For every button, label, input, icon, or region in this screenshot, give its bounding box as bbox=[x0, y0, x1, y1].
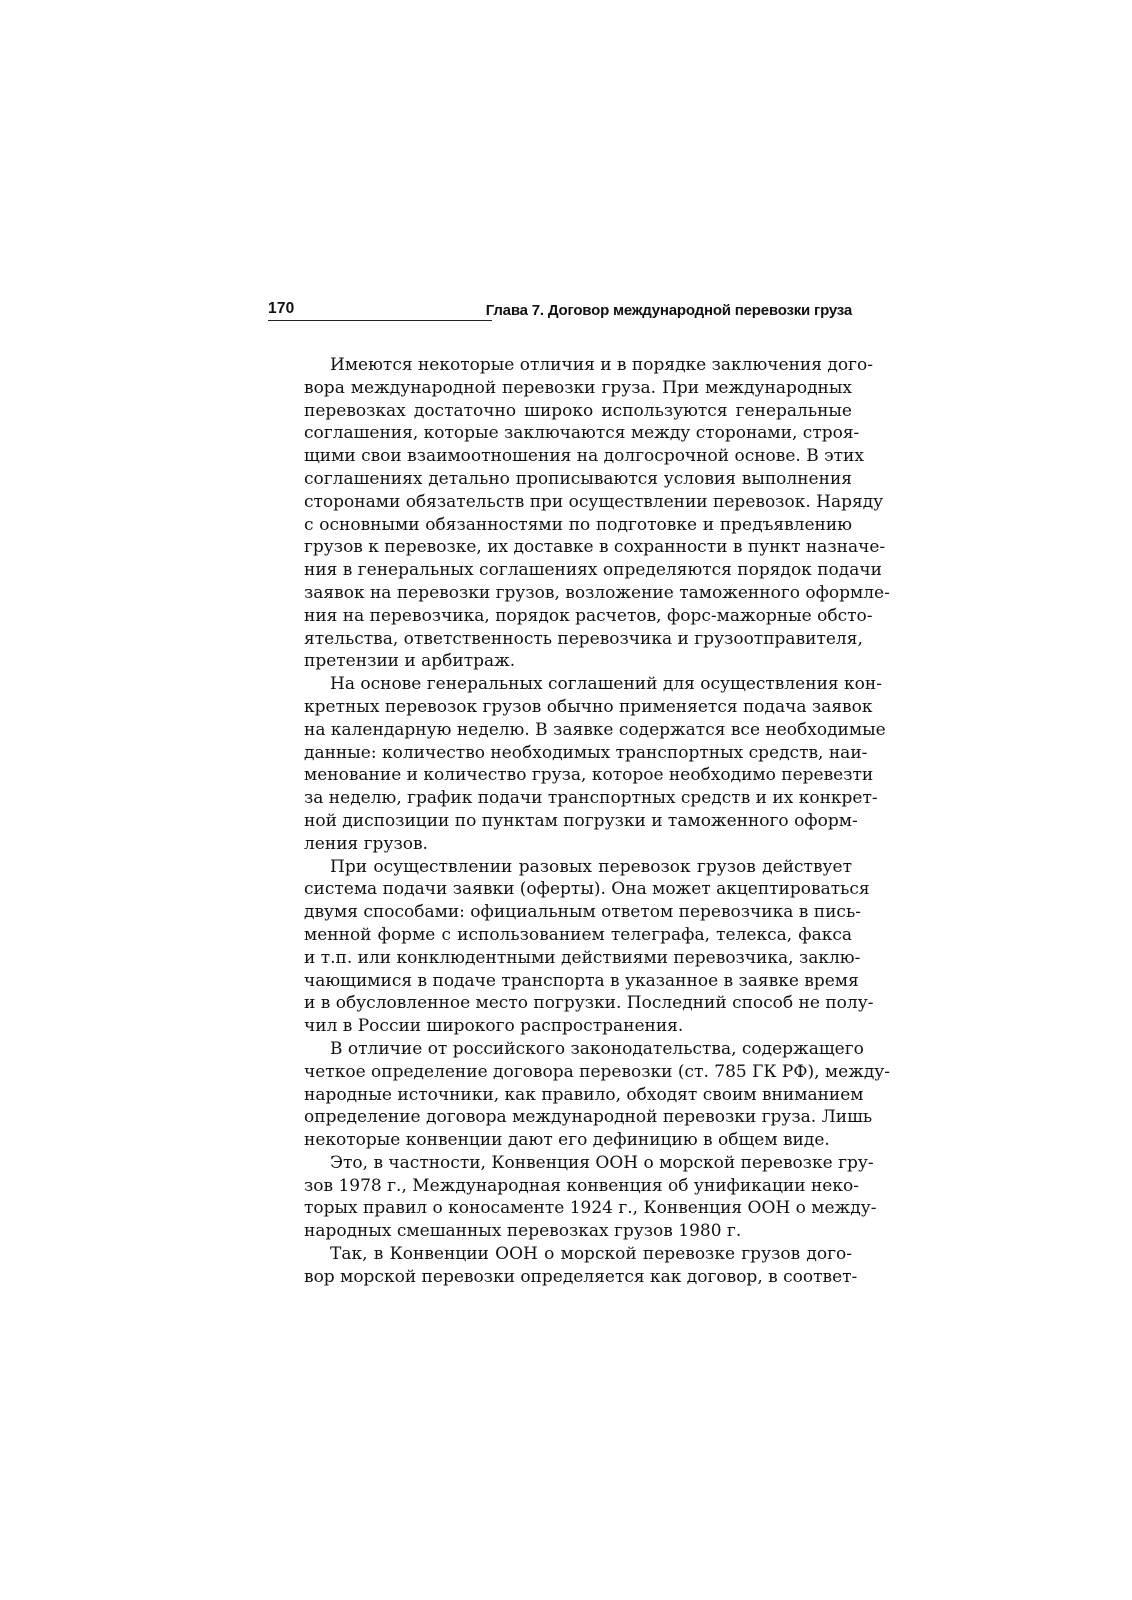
text-line: Имеются некоторые отличия и в порядке заключения дого- bbox=[330, 355, 873, 375]
text-line: данные: количество необходимых транспортных средств, наи- bbox=[304, 742, 868, 763]
text-line: При осуществлении разовых перевозок грузов действует bbox=[330, 856, 852, 877]
paragraph-1 bbox=[304, 354, 890, 673]
paragraph-2 bbox=[304, 673, 886, 855]
paragraph-5 bbox=[304, 1152, 877, 1243]
text-line: некоторые конвенции дают его дефиницию в общем виде. bbox=[304, 1130, 830, 1151]
text-line: ния в генеральных соглашениях определяются порядок подачи bbox=[304, 560, 882, 581]
text-line: народных смешанных перевозках грузов 1980 г. bbox=[304, 1221, 742, 1242]
text-line: менной форме с использованием телеграфа, телекса, факса bbox=[304, 924, 852, 945]
text-line: ления грузов. bbox=[304, 833, 428, 854]
text-line: ятельства, ответственность перевозчика и грузоотправителя, bbox=[304, 628, 863, 649]
page-number: 170 bbox=[268, 300, 295, 317]
body-text bbox=[304, 354, 891, 1289]
text-line: грузов к перевозке, их доставке в сохранности в пункт назначе- bbox=[304, 537, 886, 558]
text-line: соглашениях детально прописываются условия выполнения bbox=[304, 468, 852, 489]
text-line: вор морской перевозки определяется как договор, в соответ- bbox=[304, 1266, 858, 1287]
text-line: за неделю, график подачи транспортных средств и их конкрет- bbox=[304, 788, 878, 809]
text-line: кретных перевозок грузов обычно применяется подача заявок bbox=[304, 696, 873, 717]
text-line: торых правил о коносаменте 1924 г., Конвенция ООН о между- bbox=[304, 1198, 877, 1219]
header-rule bbox=[268, 320, 492, 321]
paragraph-6 bbox=[304, 1243, 858, 1289]
text-line: определение договора международной перевозки груза. Лишь bbox=[304, 1107, 873, 1128]
text-line: Это, в частности, Конвенция ООН о морской перевозке гру- bbox=[330, 1152, 874, 1173]
running-header bbox=[268, 300, 852, 326]
text-line: Так, в Конвенции ООН о морской перевозке грузов дого- bbox=[330, 1244, 852, 1265]
text-line: двумя способами: официальным ответом перевозчика в пись- bbox=[304, 902, 861, 923]
paragraph-3 bbox=[304, 856, 874, 1038]
text-line: претензии и арбитраж. bbox=[304, 651, 516, 672]
text-line: соглашения, которые заключаются между сторонами, строя- bbox=[304, 423, 860, 444]
text-line: На основе генеральных соглашений для осуществления кон- bbox=[330, 674, 882, 695]
text-line: и в обусловленное место погрузки. Последний способ не полу- bbox=[304, 993, 874, 1014]
text-line: сторонами обязательств при осуществлении перевозок. Наряду bbox=[304, 491, 884, 512]
text-line: вора международной перевозки груза. При международных bbox=[304, 377, 852, 398]
text-line: система подачи заявки (оферты). Она может акцептироваться bbox=[304, 879, 870, 900]
text-line: заявок на перевозки грузов, возложение таможенного оформле- bbox=[304, 582, 890, 603]
chapter-title: Глава 7. Договор международной перевозки груза bbox=[485, 302, 852, 319]
text-line: менование и количество груза, которое необходимо перевезти bbox=[304, 765, 874, 786]
text-line: с основными обязанностями по подготовке и предъявлению bbox=[304, 514, 852, 535]
text-line: зов 1978 г., Международная конвенция об унификации неко- bbox=[304, 1175, 859, 1196]
text-line: четкое определение договора перевозки (ст. 785 ГК РФ), между- bbox=[304, 1061, 891, 1082]
text-line: на календарную неделю. В заявке содержатся все необходимые bbox=[304, 719, 886, 740]
text-line: перевозках достаточно широко используются генеральные bbox=[304, 400, 852, 421]
text-line: и т.п. или конклюдентными действиями перевозчика, заклю- bbox=[304, 947, 861, 968]
text-line: ния на перевозчика, порядок расчетов, форс-мажорные обсто- bbox=[304, 605, 873, 626]
text-line: народные источники, как правило, обходят своим вниманием bbox=[304, 1084, 864, 1105]
text-line: ной диспозиции по пунктам погрузки и таможенного оформ- bbox=[304, 810, 858, 831]
text-line: чил в России широкого распространения. bbox=[304, 1016, 684, 1037]
text-line: чающимися в подаче транспорта в указанное в заявке время bbox=[304, 970, 859, 991]
paragraph-4 bbox=[304, 1038, 891, 1152]
text-line: щими свои взаимоотношения на долгосрочной основе. В этих bbox=[304, 446, 864, 467]
text-line: В отличие от российского законодательства, содержащего bbox=[330, 1038, 864, 1059]
